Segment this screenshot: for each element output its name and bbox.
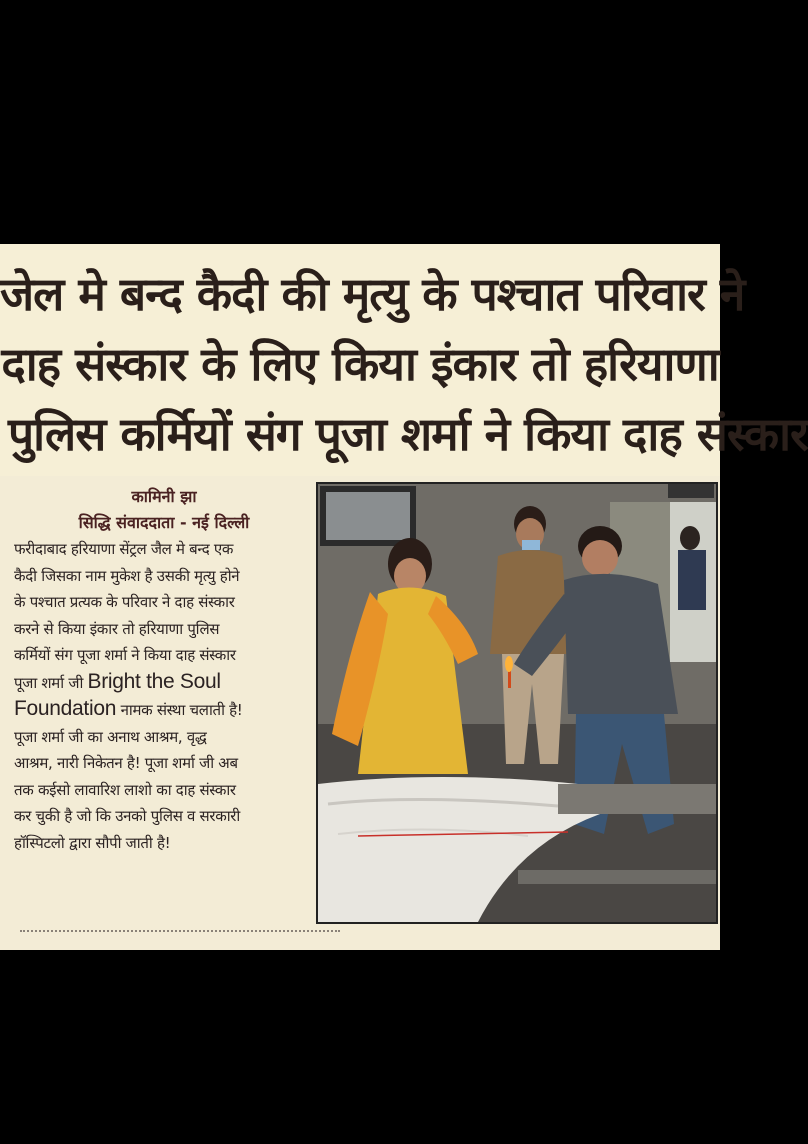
foundation-name-part-2: Foundation (14, 697, 117, 720)
body-line-4: करने से किया इंकार तो हरियाणा पुलिस (14, 619, 220, 638)
newspaper-clipping (0, 244, 808, 950)
body-line-5: कर्मियों संग पूजा शर्मा ने किया दाह संस्कार (14, 646, 236, 664)
body-line-6-hindi: पूजा शर्मा जी (14, 673, 84, 692)
body-line-3: के पश्चात प्रत्यक के परिवार ने दाह संस्कार (14, 593, 235, 611)
body-line-10: तक कईसो लावारिश लाशो का दाह संस्कार (14, 780, 236, 799)
article-body (14, 484, 314, 924)
headline-line-2: दाह संस्कार के लिए किया इंकार तो हरियाणा (1, 337, 719, 391)
headline-line-3: पुलिस कर्मियों संग पूजा शर्मा ने किया दाह संस्कार (8, 407, 808, 461)
body-line-7 (14, 696, 314, 724)
foundation-name-part-1: Bright the Soul (87, 669, 221, 693)
body-line-6 (14, 669, 314, 697)
headline (0, 244, 808, 476)
body-line-11: कर चुकी है जो कि उनको पुलिस व सरकारी (14, 807, 241, 825)
body-line-12: हॉस्पिटलो द्वारा सौपी जाती है! (14, 833, 171, 852)
author-designation: सिद्धि संवाददाता - नई दिल्ली (78, 513, 250, 532)
body-line-1: फरीदाबाद हरियाणा सेंट्रल जैल मे बन्द एक (14, 540, 234, 558)
body-line-8: पूजा शर्मा जी का अनाथ आश्रम, वृद्ध (14, 727, 207, 746)
headline-line-1: जेल मे बन्द कैदी की मृत्यु के पश्चात परिवार ने (0, 267, 745, 321)
body-line-2: कैदी जिसका नाम मुकेश है उसकी मृत्यु होने (14, 566, 240, 585)
cremation-photo-illustration (318, 484, 716, 922)
clipping-bottom-edge (20, 928, 340, 932)
body-line-9: आश्रम, नारी निकेतन है! पूजा शर्मा जी अब (14, 754, 238, 772)
body-line-7-hindi: नामक संस्था चलाती है! (120, 701, 243, 719)
news-photo (316, 482, 718, 924)
author-name: कामिनी झा (131, 487, 197, 506)
